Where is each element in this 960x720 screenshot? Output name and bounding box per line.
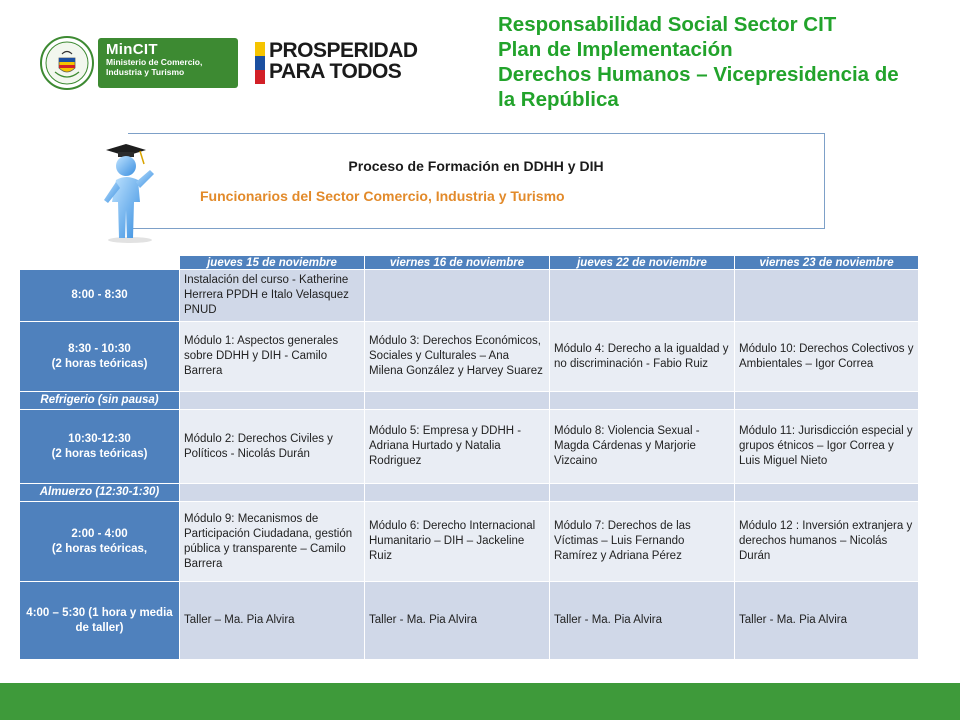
session-cell	[365, 392, 550, 410]
schedule-row	[20, 322, 919, 392]
session-cell: Taller - Ma. Pia Alvira	[365, 582, 550, 660]
graduate-figure-icon	[100, 140, 162, 244]
session-cell: Taller - Ma. Pia Alvira	[550, 582, 735, 660]
course-banner	[128, 133, 825, 229]
schedule-row	[20, 270, 919, 322]
schedule-table	[19, 255, 919, 660]
session-cell	[550, 270, 735, 322]
session-cell	[735, 270, 919, 322]
schedule-row	[20, 410, 919, 484]
session-cell	[180, 484, 365, 502]
prosperidad-logo	[255, 40, 430, 88]
prosperidad-line2: PARA TODOS	[269, 60, 402, 83]
schedule-header-row	[20, 256, 919, 270]
session-cell	[365, 484, 550, 502]
title-line-1: Responsabilidad Social Sector CIT	[498, 13, 837, 36]
day-header: jueves 15 de noviembre	[180, 256, 365, 270]
session-cell: Módulo 1: Aspectos generales sobre DDHH y DIH - Camilo Barrera	[180, 322, 365, 392]
session-cell: Módulo 7: Derechos de las Víctimas – Luis Fernando Ramírez y Adriana Pérez	[550, 502, 735, 582]
header-corner	[20, 256, 180, 270]
session-cell	[550, 392, 735, 410]
session-cell: Módulo 8: Violencia Sexual - Magda Cárdenas y Marjorie Vizcaino	[550, 410, 735, 484]
time-slot: Refrigerio (sin pausa)	[20, 392, 180, 410]
title-line-4: la República	[498, 88, 619, 111]
flag-stripes-icon	[255, 42, 265, 84]
mincit-title: MinCIT	[106, 41, 158, 58]
session-cell: Módulo 2: Derechos Civiles y Políticos - Nicolás Durán	[180, 410, 365, 484]
day-header: jueves 22 de noviembre	[550, 256, 735, 270]
session-cell: Módulo 4: Derecho a la igualdad y no discriminación - Fabio Ruiz	[550, 322, 735, 392]
session-cell	[735, 484, 919, 502]
colombia-seal-icon	[40, 36, 94, 90]
time-slot: Almuerzo (12:30-1:30)	[20, 484, 180, 502]
session-cell: Instalación del curso - Katherine Herrera PPDH e Italo Velasquez PNUD	[180, 270, 365, 322]
session-cell	[550, 484, 735, 502]
session-cell: Taller - Ma. Pia Alvira	[735, 582, 919, 660]
title-line-2: Plan de Implementación	[498, 38, 733, 61]
session-cell: Módulo 5: Empresa y DDHH - Adriana Hurtado y Natalia Rodriguez	[365, 410, 550, 484]
session-cell	[365, 270, 550, 322]
mincit-logo	[40, 36, 240, 90]
time-slot: 8:00 - 8:30	[20, 270, 180, 322]
prosperidad-line1: PROSPERIDAD	[269, 39, 418, 62]
day-header: viernes 23 de noviembre	[735, 256, 919, 270]
session-cell: Módulo 9: Mecanismos de Participación Ciudadana, gestión pública y transparente – Camilo Barrera	[180, 502, 365, 582]
prosperidad-wordmark	[269, 40, 418, 82]
session-cell: Módulo 6: Derecho Internacional Humanitario – DIH – Jackeline Ruiz	[365, 502, 550, 582]
session-cell: Módulo 12 : Inversión extranjera y derechos humanos – Nicolás Durán	[735, 502, 919, 582]
session-cell	[180, 392, 365, 410]
title-line-3: Derechos Humanos – Vicepresidencia de	[498, 63, 899, 86]
banner-title: Proceso de Formación en DDHH y DIH	[348, 158, 604, 174]
session-cell: Módulo 3: Derechos Económicos, Sociales y Culturales – Ana Milena González y Harvey Suarez	[365, 322, 550, 392]
mincit-subtitle: Ministerio de Comercio, Industria y Turismo	[106, 57, 203, 77]
time-slot-text: 10:30-12:30 (2 horas teóricas)	[51, 432, 148, 460]
schedule-row	[20, 392, 919, 410]
footer-bar	[0, 683, 960, 720]
schedule-row	[20, 484, 919, 502]
session-cell: Taller – Ma. Pia Alvira	[180, 582, 365, 660]
mincit-wordmark	[98, 38, 238, 88]
page-title	[498, 12, 960, 112]
banner-subtitle: Funcionarios del Sector Comercio, Industria y Turismo	[200, 188, 565, 204]
session-cell: Módulo 11: Jurisdicción especial y grupos étnicos – Igor Correa y Luis Miguel Nieto	[735, 410, 919, 484]
schedule-row	[20, 582, 919, 660]
schedule-row	[20, 502, 919, 582]
time-slot	[20, 322, 180, 392]
time-slot: 4:00 – 5:30 (1 hora y media de taller)	[20, 582, 180, 660]
session-cell	[735, 392, 919, 410]
session-cell: Módulo 10: Derechos Colectivos y Ambientales – Igor Correa	[735, 322, 919, 392]
time-slot	[20, 502, 180, 582]
day-header: viernes 16 de noviembre	[365, 256, 550, 270]
time-slot-text: 8:30 - 10:30 (2 horas teóricas)	[51, 342, 148, 370]
time-slot	[20, 410, 180, 484]
time-slot-text: 2:00 - 4:00 (2 horas teóricas,	[51, 527, 148, 555]
